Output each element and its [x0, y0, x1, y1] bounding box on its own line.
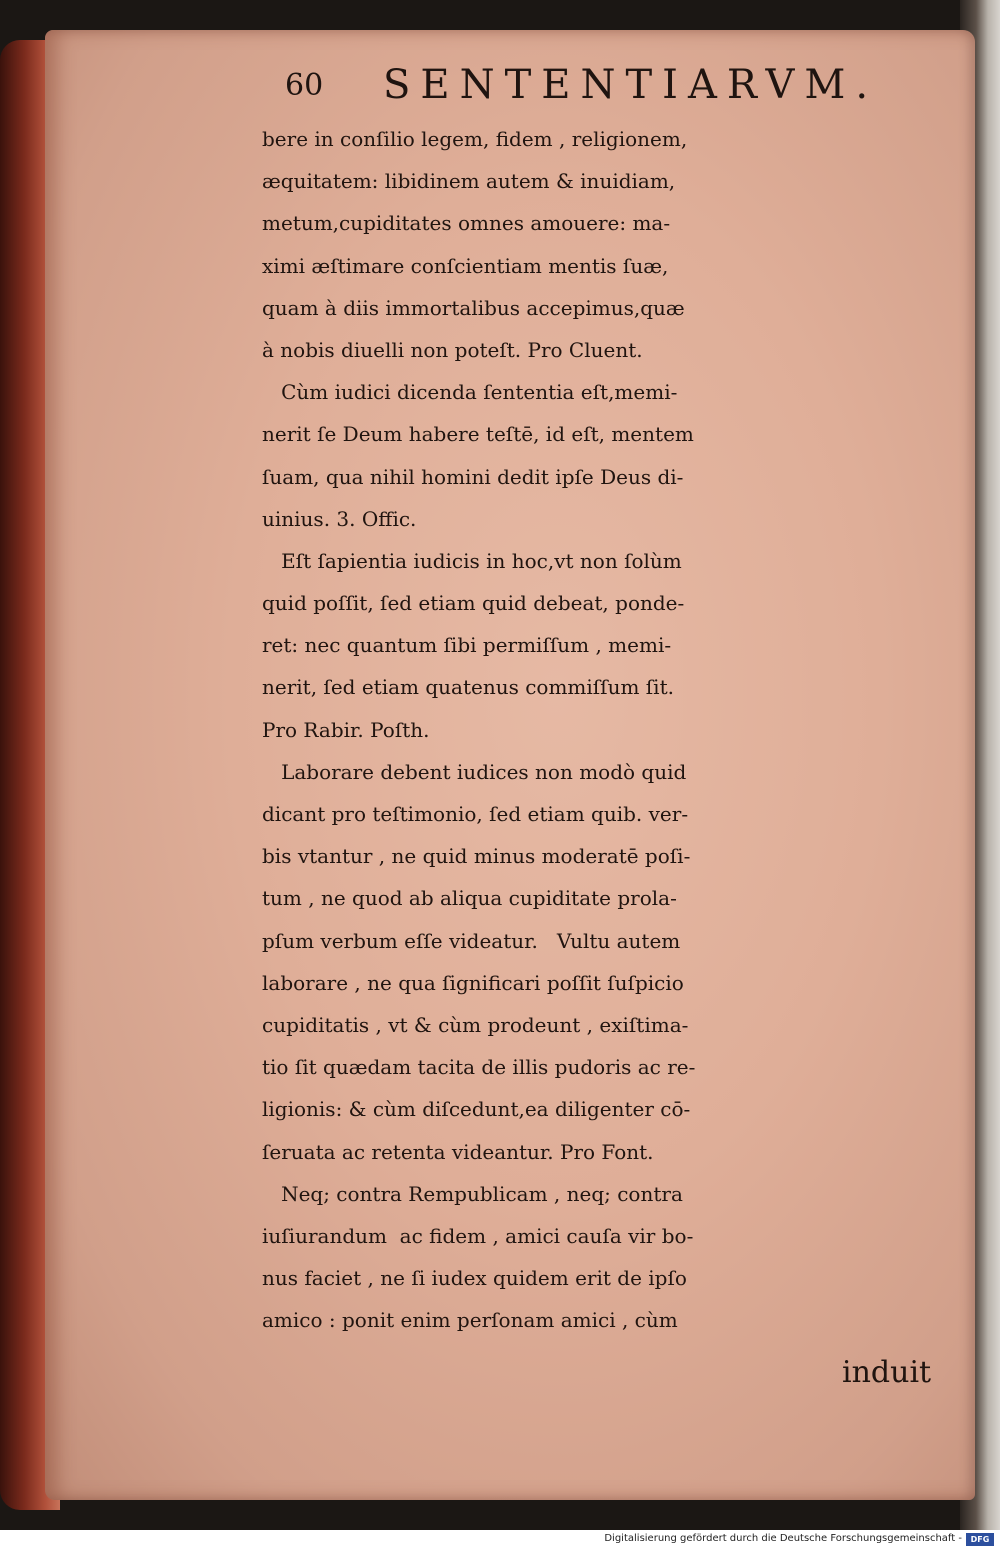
text-line: iuſiurandum ac fidem , amici cauſa vir bo- — [262, 1223, 694, 1248]
text-line: ſuam, qua nihil homini dedit ipſe Deus di- — [262, 464, 684, 489]
text-line: laborare , ne qua ſignificari poſſit ſuſpicio — [262, 970, 684, 995]
text-line: tio ſit quædam tacita de illis pudoris ac re- — [262, 1055, 696, 1080]
text-line: amico : ponit enim perſonam amici , cùm — [262, 1308, 678, 1333]
text-line: bere in conſilio legem, fidem , religionem, — [262, 127, 688, 151]
text-line: Neq; contra Rempublicam , neq; contra — [262, 1181, 683, 1206]
digitization-credit: Digitalisierung gefördert durch die Deutsche Forschungsgemeinschaft - — [604, 1533, 962, 1544]
text-line: ſeruata ac retenta videantur. Pro Font. — [262, 1139, 654, 1164]
catchword: induit — [842, 1355, 932, 1390]
text-line: à nobis diuelli non poteſt. Pro Cluent. — [262, 337, 643, 362]
text-line: Laborare debent iudices non modò quid — [262, 759, 687, 784]
text-line: cupiditatis , vt & cùm prodeunt , exiſtima- — [262, 1012, 689, 1037]
text-line: quam à diis immortalibus accepimus,quæ — [262, 295, 685, 320]
text-line: ximi æſtimare conſcientiam mentis ſuæ, — [262, 253, 669, 278]
text-line: nerit, ſed etiam quatenus commiſſum ſit. — [262, 675, 674, 700]
text-line: dicant pro teſtimonio, ſed etiam quib. ver- — [262, 802, 689, 826]
body-text — [262, 118, 972, 1341]
text-line: nerit ſe Deum habere teſtē, id eſt, mentem — [262, 422, 694, 447]
text-line: metum,cupiditates omnes amouere: ma- — [262, 211, 671, 236]
text-line: æquitatem: libidinem autem & inuidiam, — [262, 169, 676, 194]
running-head: SENTENTIARVM. — [383, 62, 879, 108]
text-line: quid poſſit, ſed etiam quid debeat, ponde- — [262, 591, 685, 616]
text-line: uinius. 3. Offic. — [262, 506, 417, 531]
text-line: Cùm iudici dicenda ſententia eſt,memi- — [262, 380, 678, 405]
dfg-logo: DFG — [966, 1533, 994, 1546]
text-line: bis vtantur , ne quid minus moderatē poſi- — [262, 844, 691, 869]
text-line: pſum verbum eſſe videatur. Vultu autem — [262, 928, 681, 953]
text-line: tum , ne quod ab aliqua cupiditate prola- — [262, 886, 677, 911]
text-line: nus faciet , ne ſi iudex quidem erit de ipſo — [262, 1266, 687, 1291]
text-line: ligionis: & cùm diſcedunt,ea diligenter cō- — [262, 1097, 691, 1122]
text-line: Pro Rabir. Poſth. — [262, 717, 430, 742]
text-line: ret: nec quantum ſibi permiſſum , memi- — [262, 633, 672, 658]
text-line: Eſt ſapientia iudicis in hoc,vt non ſolùm — [262, 548, 682, 573]
page-number: 60 — [285, 68, 324, 103]
